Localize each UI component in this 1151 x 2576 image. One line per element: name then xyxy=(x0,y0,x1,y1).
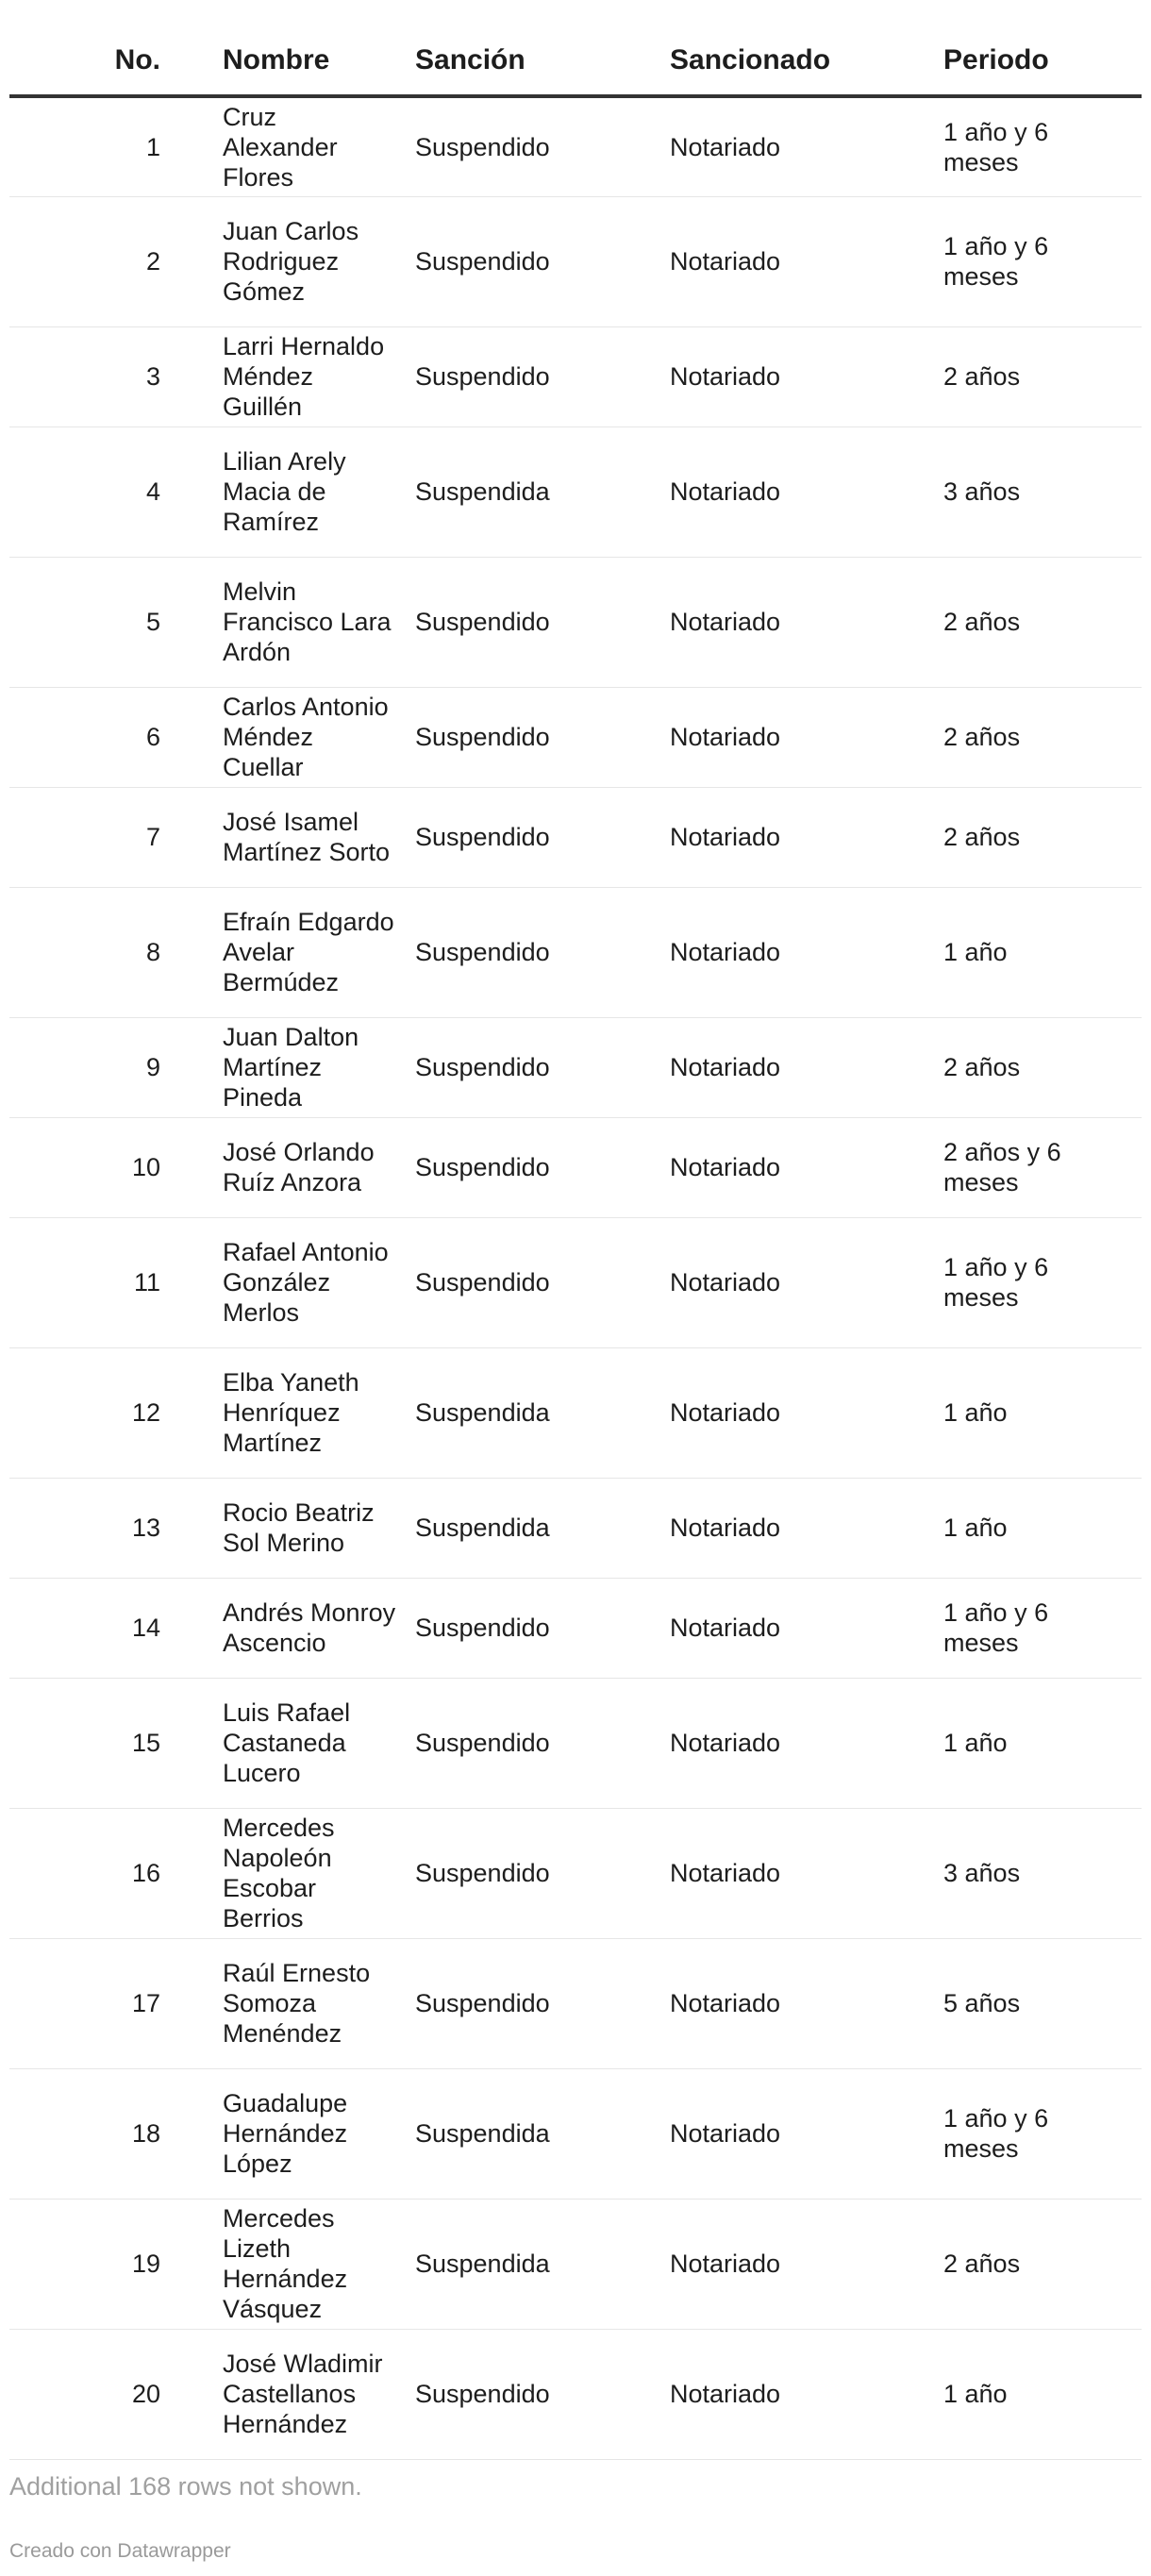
cell-no: 12 xyxy=(9,1347,160,1478)
cell-periodo: 3 años xyxy=(943,427,1142,557)
cell-periodo: 2 años xyxy=(943,1017,1142,1117)
cell-periodo: 2 años xyxy=(943,557,1142,687)
cell-periodo: 3 años xyxy=(943,1808,1142,1938)
cell-sancionado: Notariado xyxy=(670,326,943,427)
cell-sancionado: Notariado xyxy=(670,2329,943,2459)
table-row xyxy=(9,1017,1142,1117)
table-body xyxy=(9,96,1142,2459)
cell-sancion: Suspendida xyxy=(415,2199,670,2329)
cell-nombre: José Isamel Martínez Sorto xyxy=(160,787,415,887)
cell-nombre: Mercedes Lizeth Hernández Vásquez xyxy=(160,2199,415,2329)
cell-nombre: Efraín Edgardo Avelar Bermúdez xyxy=(160,887,415,1017)
cell-sancion: Suspendido xyxy=(415,1217,670,1347)
cell-sancion: Suspendido xyxy=(415,196,670,326)
cell-periodo: 2 años xyxy=(943,687,1142,787)
cell-sancionado: Notariado xyxy=(670,1578,943,1678)
cell-periodo: 2 años xyxy=(943,2199,1142,2329)
cell-sancion: Suspendido xyxy=(415,687,670,787)
cell-no: 11 xyxy=(9,1217,160,1347)
datawrapper-credit xyxy=(9,2540,231,2563)
cell-nombre: Larri Hernaldo Méndez Guillén xyxy=(160,326,415,427)
cell-no: 18 xyxy=(9,2068,160,2199)
cell-sancionado: Notariado xyxy=(670,1117,943,1217)
table-row xyxy=(9,1347,1142,1478)
sanctions-table xyxy=(9,26,1142,2460)
cell-no: 13 xyxy=(9,1478,160,1578)
table-row xyxy=(9,1217,1142,1347)
cell-sancionado: Notariado xyxy=(670,1347,943,1478)
cell-nombre: Andrés Monroy Ascencio xyxy=(160,1578,415,1678)
table-row xyxy=(9,787,1142,887)
cell-sancion: Suspendido xyxy=(415,1017,670,1117)
cell-sancion: Suspendido xyxy=(415,787,670,887)
cell-no: 20 xyxy=(9,2329,160,2459)
cell-sancionado: Notariado xyxy=(670,1017,943,1117)
cell-sancionado: Notariado xyxy=(670,1217,943,1347)
cell-periodo: 1 año xyxy=(943,1478,1142,1578)
table-row xyxy=(9,96,1142,196)
cell-sancion: Suspendida xyxy=(415,1347,670,1478)
cell-periodo: 2 años y 6 meses xyxy=(943,1117,1142,1217)
table-row xyxy=(9,1578,1142,1678)
cell-sancion: Suspendida xyxy=(415,427,670,557)
table-row xyxy=(9,427,1142,557)
cell-sancion: Suspendido xyxy=(415,557,670,687)
cell-periodo: 1 año y 6 meses xyxy=(943,196,1142,326)
table-row xyxy=(9,1808,1142,1938)
cell-periodo: 1 año xyxy=(943,1347,1142,1478)
cell-sancionado: Notariado xyxy=(670,787,943,887)
table-row xyxy=(9,1117,1142,1217)
header-no[interactable]: No. xyxy=(9,26,160,96)
cell-sancionado: Notariado xyxy=(670,196,943,326)
cell-sancionado: Notariado xyxy=(670,1678,943,1808)
cell-sancionado: Notariado xyxy=(670,1938,943,2068)
table-row xyxy=(9,1938,1142,2068)
cell-sancionado: Notariado xyxy=(670,887,943,1017)
table-row xyxy=(9,2199,1142,2329)
cell-no: 9 xyxy=(9,1017,160,1117)
table-row xyxy=(9,2068,1142,2199)
table-row xyxy=(9,1678,1142,1808)
rows-not-shown-note: Additional 168 rows not shown. xyxy=(9,2472,362,2501)
cell-nombre: Cruz Alexander Flores xyxy=(160,96,415,196)
cell-sancion: Suspendido xyxy=(415,326,670,427)
cell-nombre: Guadalupe Hernández López xyxy=(160,2068,415,2199)
cell-nombre: José Orlando Ruíz Anzora xyxy=(160,1117,415,1217)
cell-periodo: 2 años xyxy=(943,326,1142,427)
cell-sancion: Suspendido xyxy=(415,1808,670,1938)
cell-nombre: Raúl Ernesto Somoza Menéndez xyxy=(160,1938,415,2068)
cell-nombre: Mercedes Napoleón Escobar Berrios xyxy=(160,1808,415,1938)
cell-no: 6 xyxy=(9,687,160,787)
cell-nombre: Juan Dalton Martínez Pineda xyxy=(160,1017,415,1117)
cell-no: 3 xyxy=(9,326,160,427)
cell-periodo: 2 años xyxy=(943,787,1142,887)
cell-sancionado: Notariado xyxy=(670,96,943,196)
cell-nombre: José Wladimir Castellanos Hernández xyxy=(160,2329,415,2459)
cell-sancionado: Notariado xyxy=(670,2068,943,2199)
datawrapper-credit-link[interactable]: Creado con Datawrapper xyxy=(9,2540,231,2562)
cell-nombre: Rafael Antonio González Merlos xyxy=(160,1217,415,1347)
cell-sancionado: Notariado xyxy=(670,2199,943,2329)
cell-nombre: Melvin Francisco Lara Ardón xyxy=(160,557,415,687)
cell-nombre: Luis Rafael Castaneda Lucero xyxy=(160,1678,415,1808)
table-row xyxy=(9,687,1142,787)
cell-sancion: Suspendido xyxy=(415,1678,670,1808)
cell-no: 4 xyxy=(9,427,160,557)
cell-no: 17 xyxy=(9,1938,160,2068)
cell-sancion: Suspendido xyxy=(415,1578,670,1678)
cell-periodo: 1 año y 6 meses xyxy=(943,1578,1142,1678)
cell-sancionado: Notariado xyxy=(670,557,943,687)
cell-periodo: 1 año y 6 meses xyxy=(943,1217,1142,1347)
cell-no: 5 xyxy=(9,557,160,687)
cell-periodo: 1 año y 6 meses xyxy=(943,2068,1142,2199)
table-row xyxy=(9,887,1142,1017)
cell-sancionado: Notariado xyxy=(670,687,943,787)
cell-periodo: 1 año xyxy=(943,1678,1142,1808)
cell-sancion: Suspendido xyxy=(415,887,670,1017)
cell-no: 19 xyxy=(9,2199,160,2329)
table-row xyxy=(9,2329,1142,2459)
cell-periodo: 1 año y 6 meses xyxy=(943,96,1142,196)
table-row xyxy=(9,196,1142,326)
cell-sancion: Suspendida xyxy=(415,2068,670,2199)
header-row xyxy=(9,26,1142,96)
cell-nombre: Juan Carlos Rodriguez Gómez xyxy=(160,196,415,326)
cell-sancionado: Notariado xyxy=(670,1808,943,1938)
header-nombre[interactable]: Nombre xyxy=(160,26,415,96)
cell-nombre: Elba Yaneth Henríquez Martínez xyxy=(160,1347,415,1478)
cell-no: 10 xyxy=(9,1117,160,1217)
header-sancionado[interactable]: Sancionado xyxy=(670,26,943,96)
cell-sancion: Suspendido xyxy=(415,1117,670,1217)
header-periodo[interactable]: Periodo xyxy=(943,26,1142,96)
cell-sancion: Suspendido xyxy=(415,2329,670,2459)
cell-no: 8 xyxy=(9,887,160,1017)
cell-no: 16 xyxy=(9,1808,160,1938)
cell-nombre: Carlos Antonio Méndez Cuellar xyxy=(160,687,415,787)
table-row xyxy=(9,326,1142,427)
cell-nombre: Lilian Arely Macia de Ramírez xyxy=(160,427,415,557)
cell-periodo: 1 año xyxy=(943,887,1142,1017)
cell-sancion: Suspendido xyxy=(415,96,670,196)
cell-periodo: 5 años xyxy=(943,1938,1142,2068)
cell-no: 15 xyxy=(9,1678,160,1808)
cell-sancion: Suspendido xyxy=(415,1938,670,2068)
cell-nombre: Rocio Beatriz Sol Merino xyxy=(160,1478,415,1578)
cell-no: 7 xyxy=(9,787,160,887)
cell-sancionado: Notariado xyxy=(670,1478,943,1578)
cell-sancion: Suspendida xyxy=(415,1478,670,1578)
cell-no: 1 xyxy=(9,96,160,196)
table-header xyxy=(9,26,1142,96)
cell-no: 14 xyxy=(9,1578,160,1678)
cell-periodo: 1 año xyxy=(943,2329,1142,2459)
cell-no: 2 xyxy=(9,196,160,326)
header-sancion[interactable]: Sanción xyxy=(415,26,670,96)
table-row xyxy=(9,1478,1142,1578)
cell-sancionado: Notariado xyxy=(670,427,943,557)
table-row xyxy=(9,557,1142,687)
